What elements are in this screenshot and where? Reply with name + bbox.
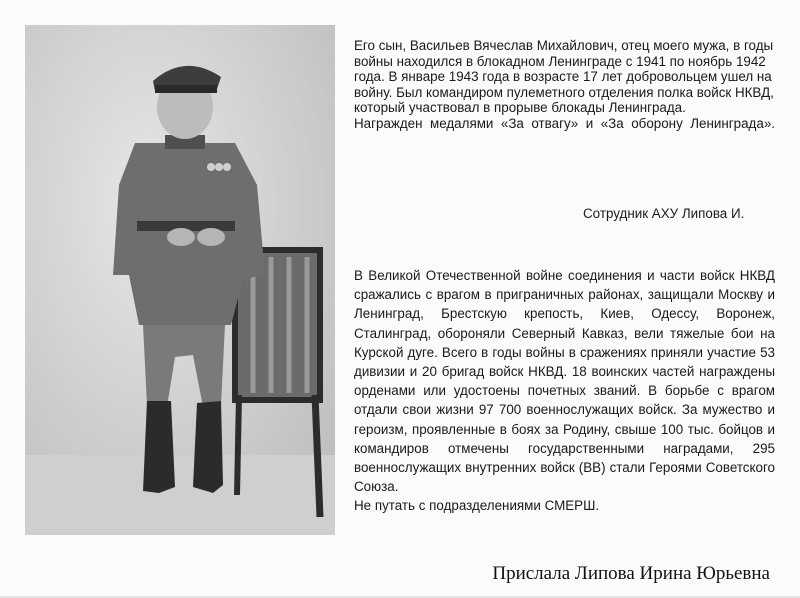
sender-credit: Прислала Липова Ирина Юрьевна [492,563,770,584]
soldier-portrait-photo [25,25,335,535]
biography-block [354,38,775,132]
smersh-note: Не путать с подразделениями СМЕРШ. [354,498,600,514]
soldier-portrait-illustration [25,25,335,535]
history-paragraph: В Великой Отечественной войне соединения и части войск НКВД сражались с врагом в приграничных районах, защищали Москву и Ленинград, Брестскую крепость, Киев, Одессу, Воронеж, Сталинград, обороняли Северный Кавказ, вели тяжелые бои на Курской дуге. Всего в годы войны в сражениях приняли участие 53 дивизии и 20 бригад войск НКВД. 18 воинских частей награждены орденами или удостоены почетных званий. В борьбе с врагом отдали свои жизни 97 700 военнослужащих войск. За мужество и героизм, проявленные в боях за Родину, свыше 100 тыс. бойцов и командиров отмечены государственными наградами, 295 военнослужащих внутренних войск (ВВ) стали Героями Советского Союза. [354,268,775,495]
awards-text: Награжден медалями «За отвагу» и «За оборону Ленинграда». [354,115,775,131]
biography-paragraph: Его сын, Васильев Вячеслав Михайлович, отец моего мужа, в годы войны находился в блокадном Ленинграде с 1941 по ноябрь 1942 года. В январе 1943 года в возрасте 17 лет добровольцем ушел на войну. Был командиром пулеметного отделения полка войск НКВД, который участвовал в прорыве блокады Ленинграда. [354,38,774,116]
signature-line: Сотрудник АХУ Липова И. [583,206,745,221]
nkvd-history-block [354,266,775,516]
